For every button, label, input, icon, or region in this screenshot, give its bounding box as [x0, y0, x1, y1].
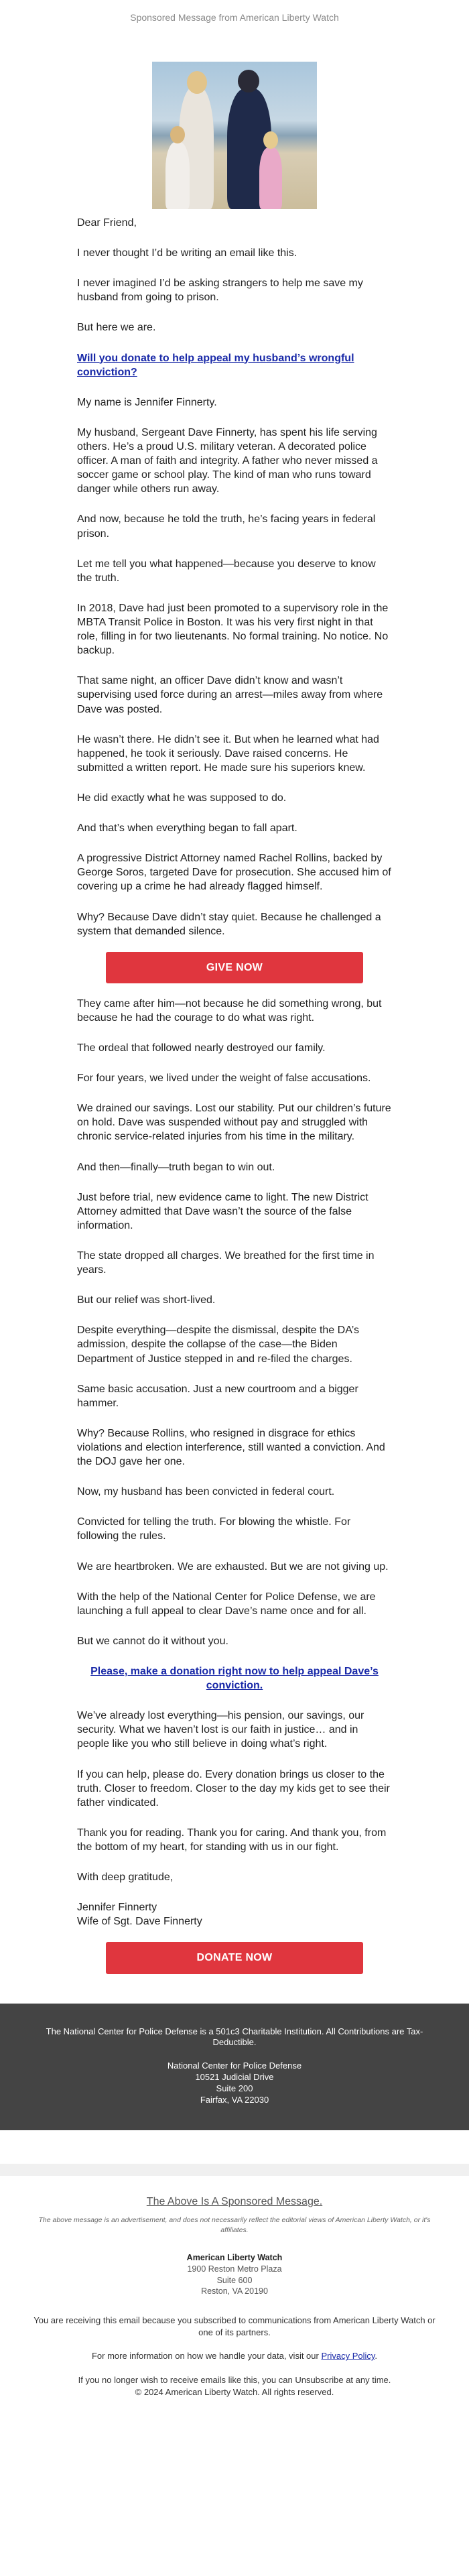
- charity-org: National Center for Police Defense: [167, 2061, 302, 2071]
- paragraph: I never imagined I’d be asking strangers to help me save my husband from going to prison.: [77, 278, 363, 304]
- paragraph: In 2018, Dave had just been promoted to a supervisory role in the MBTA Transit Police in Boston. It was his very first night in that role, filling in for two lieutenants. No formal training. No notice. No backup.: [77, 602, 389, 657]
- signature-name: Jennifer Finnerty: [77, 1902, 157, 1914]
- paragraph: And now, because he told the truth, he’s facing years in federal prison.: [77, 513, 376, 540]
- paragraph: We are heartbroken. We are exhausted. But we are not giving up.: [77, 1560, 389, 1573]
- hero-section: [0, 32, 469, 209]
- paragraph: Why? Because Dave didn’t stay quiet. Because he challenged a system that demanded silence.: [77, 911, 381, 937]
- paragraph: Now, my husband has been convicted in federal court.: [77, 1486, 335, 1498]
- copyright: © 2024 American Liberty Watch. All rights reserved.: [135, 2386, 334, 2397]
- donate-appeal-link[interactable]: Will you donate to help appeal my husband’s wrongful conviction?: [77, 352, 354, 378]
- paragraph: The ordeal that followed nearly destroyed our family.: [77, 1042, 326, 1054]
- charity-statement: The National Center for Police Defense is a 501c3 Charitable Institution. All Contributions are Tax-Deductible.: [46, 2026, 423, 2048]
- paragraph: A progressive District Attorney named Rachel Rollins, backed by George Soros, targeted Dave for prosecution. She accused him of covering up a crime he had already flagged himself.: [77, 853, 391, 893]
- paragraph: And that’s when everything began to fall apart.: [77, 822, 297, 835]
- paragraph: Despite everything—despite the dismissal, despite the DA’s admission, despite the collapse of the case—the Biden Department of Justice stepped in and re-filed the charges.: [77, 1325, 359, 1365]
- paragraph: For four years, we lived under the weight of false accusations.: [77, 1072, 371, 1085]
- letter-body: [77, 209, 392, 1974]
- paragraph: But our relief was short-lived.: [77, 1294, 216, 1306]
- divider-band: [0, 2164, 469, 2176]
- donate-now-button[interactable]: DONATE NOW: [106, 1942, 363, 1973]
- paragraph: Thank you for reading. Thank you for caring. And thank you, from the bottom of my heart, for standing with us in our fight.: [77, 1827, 387, 1853]
- sponsor-city: Reston, VA 20190: [201, 2286, 268, 2296]
- paragraph: Convicted for telling the truth. For blowing the whistle. For following the rules.: [77, 1516, 351, 1542]
- unsubscribe-notice: If you no longer wish to receive emails like this, you can Unsubscribe at any time.: [78, 2374, 391, 2385]
- paragraph: And then—finally—truth began to win out.: [77, 1161, 275, 1173]
- paragraph: With the help of the National Center for Police Defense, we are launching a full appeal to clear Dave’s name once and for all.: [77, 1591, 376, 1617]
- sponsored-notice: The Above Is A Sponsored Message.: [146, 2195, 323, 2207]
- paragraph: Let me tell you what happened—because you deserve to know the truth.: [77, 558, 376, 584]
- disclaimer: The above message is an advertisement, and does not necessarily reflect the editorial views of American Liberty Watch, or it's affiliates.: [38, 2216, 431, 2234]
- charity-address: [40, 2061, 429, 2106]
- paragraph: He did exactly what he was supposed to do.: [77, 792, 287, 804]
- charity-footer: [0, 2004, 469, 2130]
- paragraph: My name is Jennifer Finnerty.: [77, 396, 217, 408]
- paragraph: Why? Because Rollins, who resigned in disgrace for ethics violations and election interference, still wanted a conviction. And the DOJ gave her one.: [77, 1427, 385, 1468]
- greeting: Dear Friend,: [77, 217, 137, 229]
- paragraph: My husband, Sergeant Dave Finnerty, has spent his life serving others. He’s a proud U.S. military veteran. A decorated police officer. A man of faith and integrity. A father who never missed a soccer game or school play. The kind of man who runs toward danger while others run away.: [77, 426, 378, 495]
- paragraph: Just before trial, new evidence came to light. The new District Attorney admitted that Dave wasn’t the source of the false information.: [77, 1191, 368, 1231]
- paragraph: I never thought I’d be writing an email like this.: [77, 247, 297, 259]
- paragraph: Same basic accusation. Just a new courtroom and a bigger hammer.: [77, 1383, 358, 1409]
- paragraph: That same night, an officer Dave didn’t know and wasn’t supervising used force during an arrest—miles away from where Dave was posted.: [77, 675, 383, 715]
- sponsor-suite: Suite 600: [216, 2275, 253, 2285]
- sponsor-street: 1900 Reston Metro Plaza: [187, 2264, 282, 2274]
- donate-conviction-link[interactable]: Please, make a donation right now to help appeal Dave’s conviction.: [90, 1666, 379, 1692]
- signature: [77, 1900, 392, 1928]
- receiving-notice: You are receiving this email because you subscribed to communications from American Liberty Watch or one of its partners.: [34, 2315, 436, 2337]
- sponsor-org: American Liberty Watch: [186, 2252, 283, 2262]
- charity-city: Fairfax, VA 22030: [200, 2094, 269, 2105]
- give-now-button[interactable]: GIVE NOW: [106, 952, 363, 983]
- privacy-policy-link[interactable]: Privacy Policy: [321, 2351, 375, 2362]
- paragraph: They came after him—not because he did something wrong, but because he had the courage to do what was right.: [77, 997, 382, 1024]
- sponsor-address: [27, 2252, 442, 2298]
- family-photo: [152, 62, 317, 209]
- paragraph: We’ve already lost everything—his pension, our savings, our security. What we haven’t lost is our faith in justice… and in people like you who still believe in doing what’s right.: [77, 1710, 364, 1750]
- paragraph: We drained our savings. Lost our stability. Put our children’s future on hold. Dave was suspended without pay and struggled with chronic service-related injuries from his time in the military.: [77, 1103, 391, 1143]
- paragraph: With deep gratitude,: [77, 1872, 174, 1884]
- sponsor-footer: [0, 2176, 469, 2425]
- paragraph: He wasn’t there. He didn’t see it. But when he learned what had happened, he took it seriously. Dave raised concerns. He submitted a written report. He made sure his superiors knew.: [77, 733, 379, 774]
- paragraph: But we cannot do it without you.: [77, 1635, 228, 1647]
- sponsor-banner: Sponsored Message from American Liberty Watch: [130, 12, 339, 23]
- paragraph: But here we are.: [77, 322, 156, 334]
- signature-title: Wife of Sgt. Dave Finnerty: [77, 1916, 202, 1928]
- paragraph: If you can help, please do. Every donation brings us closer to the truth. Closer to freedom. Closer to the day my kids get to see their father vindicated.: [77, 1768, 390, 1808]
- charity-suite: Suite 200: [216, 2083, 253, 2094]
- privacy-suffix: .: [375, 2351, 378, 2362]
- charity-street: 10521 Judicial Drive: [195, 2072, 274, 2083]
- paragraph: The state dropped all charges. We breathed for the first time in years.: [77, 1250, 375, 1276]
- privacy-prefix: For more information on how we handle your data, visit our: [91, 2351, 322, 2362]
- privacy-notice: [27, 2350, 442, 2362]
